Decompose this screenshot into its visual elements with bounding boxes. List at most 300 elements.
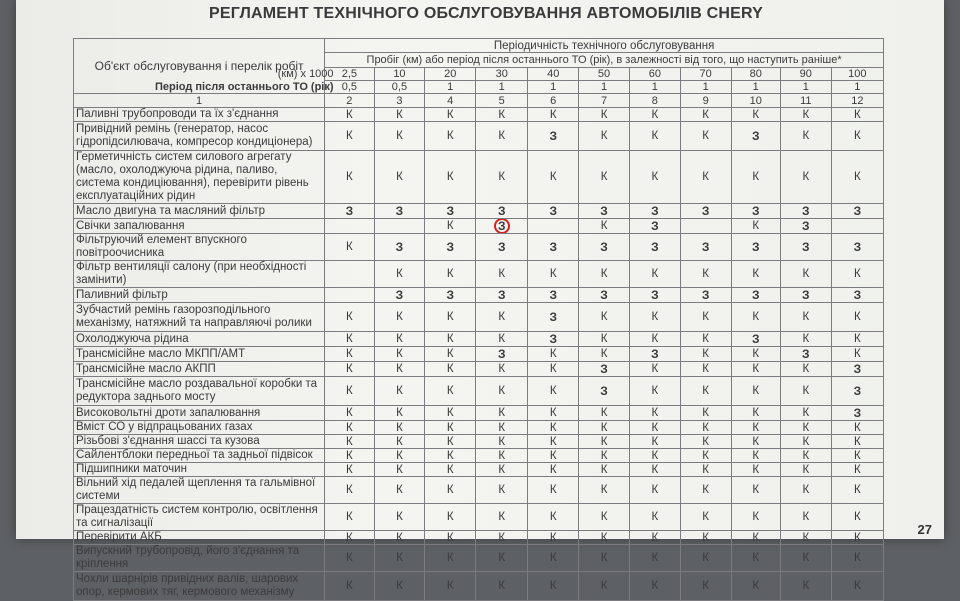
schedule-mark: К bbox=[549, 580, 557, 592]
schedule-cell bbox=[528, 234, 579, 261]
schedule-mark: З bbox=[651, 240, 659, 254]
schedule-mark: З bbox=[701, 288, 710, 302]
schedule-mark: К bbox=[396, 511, 403, 523]
table-row bbox=[74, 219, 884, 234]
schedule-mark: К bbox=[651, 463, 659, 476]
schedule-mark: К bbox=[396, 484, 403, 496]
schedule-mark: К bbox=[549, 407, 557, 419]
schedule-cell bbox=[629, 572, 680, 601]
schedule-mark: К bbox=[752, 435, 760, 448]
schedule-mark: К bbox=[854, 435, 861, 448]
schedule-mark: К bbox=[854, 171, 861, 183]
schedule-cell bbox=[425, 204, 476, 219]
schedule-mark: К bbox=[752, 531, 760, 544]
year-value: 1 bbox=[629, 81, 680, 94]
table-row bbox=[74, 288, 884, 303]
schedule-mark: К bbox=[446, 220, 454, 232]
km-label: (км) х 1000 bbox=[277, 68, 334, 80]
schedule-mark: К bbox=[446, 268, 454, 280]
schedule-cell bbox=[528, 531, 579, 545]
schedule-cell bbox=[325, 108, 374, 122]
schedule-cell bbox=[374, 332, 425, 347]
schedule-mark: К bbox=[396, 552, 403, 564]
schedule-cell bbox=[680, 332, 731, 347]
schedule-mark: К bbox=[854, 348, 861, 360]
schedule-cell bbox=[528, 504, 579, 531]
schedule-cell bbox=[731, 449, 780, 463]
km-value: 90 bbox=[780, 68, 831, 81]
schedule-cell bbox=[831, 504, 883, 531]
schedule-mark: К bbox=[752, 220, 760, 232]
schedule-cell bbox=[731, 347, 780, 362]
schedule-cell bbox=[425, 332, 476, 347]
schedule-mark: З bbox=[497, 204, 506, 218]
schedule-mark: К bbox=[346, 108, 353, 121]
column-number: 2 bbox=[325, 94, 374, 108]
schedule-cell bbox=[780, 261, 831, 288]
schedule-cell bbox=[831, 108, 883, 122]
schedule-mark: К bbox=[702, 580, 709, 592]
year-value: 0,5 bbox=[374, 81, 425, 94]
schedule-cell bbox=[325, 406, 374, 421]
schedule-cell bbox=[476, 545, 528, 572]
schedule-cell bbox=[731, 504, 780, 531]
schedule-mark: К bbox=[854, 484, 861, 496]
schedule-mark: З bbox=[802, 219, 810, 233]
schedule-mark: К bbox=[752, 463, 760, 476]
schedule-mark: К bbox=[651, 407, 659, 419]
schedule-cell bbox=[579, 435, 630, 449]
schedule-cell bbox=[831, 219, 883, 234]
schedule-cell bbox=[680, 122, 731, 151]
schedule-cell bbox=[629, 531, 680, 545]
schedule-mark: К bbox=[396, 449, 403, 462]
schedule-cell bbox=[528, 332, 579, 347]
year-value: 1 bbox=[680, 81, 731, 94]
schedule-mark: З bbox=[497, 288, 506, 302]
schedule-cell bbox=[629, 347, 680, 362]
work-item-name: Чохли шарнірів привідних валів, шарових опор, кермових тяг, кермового механізму bbox=[74, 572, 325, 601]
schedule-cell bbox=[579, 406, 630, 421]
schedule-mark: З bbox=[853, 362, 862, 376]
schedule-mark: К bbox=[802, 580, 810, 592]
schedule-mark: К bbox=[651, 108, 659, 121]
schedule-mark: К bbox=[802, 385, 810, 397]
table-row bbox=[74, 377, 884, 406]
schedule-cell bbox=[579, 151, 630, 204]
schedule-mark: К bbox=[752, 407, 760, 419]
schedule-mark: К bbox=[549, 552, 557, 564]
schedule-cell bbox=[780, 477, 831, 504]
schedule-cell bbox=[731, 204, 780, 219]
schedule-cell bbox=[579, 421, 630, 435]
schedule-mark: К bbox=[549, 268, 557, 280]
schedule-cell bbox=[780, 362, 831, 377]
schedule-cell bbox=[629, 332, 680, 347]
column-number: 12 bbox=[831, 94, 883, 108]
schedule-mark: К bbox=[600, 220, 608, 232]
schedule-cell bbox=[579, 219, 630, 234]
schedule-mark: К bbox=[600, 484, 608, 496]
schedule-cell bbox=[780, 435, 831, 449]
schedule-cell bbox=[374, 219, 425, 234]
schedule-mark: К bbox=[702, 552, 709, 564]
schedule-mark: К bbox=[446, 580, 454, 592]
schedule-cell bbox=[731, 234, 780, 261]
schedule-mark: К bbox=[346, 511, 353, 523]
schedule-mark: З bbox=[549, 204, 557, 218]
schedule-mark: К bbox=[498, 171, 506, 183]
schedule-mark: К bbox=[498, 449, 506, 462]
work-item-name: Трансмісійне масло МКПП/АМТ bbox=[74, 347, 325, 362]
schedule-cell bbox=[528, 572, 579, 601]
column-number: 10 bbox=[731, 94, 780, 108]
schedule-mark: К bbox=[651, 484, 659, 496]
schedule-mark: К bbox=[600, 108, 608, 121]
work-item-name: Різьбові з'єднання шассі та кузова bbox=[74, 435, 325, 449]
schedule-mark: К bbox=[549, 363, 557, 375]
table-body bbox=[74, 108, 884, 601]
page-number: 27 bbox=[917, 522, 932, 537]
schedule-cell bbox=[731, 362, 780, 377]
schedule-cell bbox=[629, 234, 680, 261]
schedule-cell bbox=[629, 219, 680, 234]
schedule-cell bbox=[731, 531, 780, 545]
schedule-mark: К bbox=[549, 531, 557, 544]
work-item-name: Високовольтні дроти запалювання bbox=[74, 406, 325, 421]
table-row bbox=[74, 449, 884, 463]
schedule-cell bbox=[831, 288, 883, 303]
schedule-cell bbox=[425, 463, 476, 477]
schedule-cell bbox=[476, 463, 528, 477]
schedule-mark: К bbox=[446, 407, 454, 419]
schedule-cell bbox=[528, 219, 579, 234]
schedule-cell bbox=[629, 545, 680, 572]
schedule-cell bbox=[680, 234, 731, 261]
schedule-cell bbox=[731, 463, 780, 477]
work-item-name: Привідний ремінь (генератор, насос гідропідсилювача, компресор кондиціонера) bbox=[74, 122, 325, 151]
schedule-mark: К bbox=[446, 348, 454, 360]
schedule-cell bbox=[831, 377, 883, 406]
schedule-mark: З bbox=[802, 240, 810, 254]
schedule-cell bbox=[325, 531, 374, 545]
schedule-mark: К bbox=[396, 580, 403, 592]
column-number: 5 bbox=[476, 94, 528, 108]
table-row bbox=[74, 347, 884, 362]
schedule-cell bbox=[780, 151, 831, 204]
column-number: 8 bbox=[629, 94, 680, 108]
schedule-cell bbox=[325, 303, 374, 332]
km-first-cell bbox=[277, 68, 374, 81]
schedule-cell bbox=[325, 151, 374, 204]
document-title: РЕГЛАМЕНТ ТЕХНІЧНОГО ОБСЛУГОВУВАННЯ АВТОМОБІЛІВ CHERY bbox=[208, 5, 764, 22]
schedule-mark: К bbox=[549, 484, 557, 496]
schedule-cell bbox=[780, 463, 831, 477]
schedule-cell bbox=[425, 234, 476, 261]
schedule-cell bbox=[731, 435, 780, 449]
schedule-mark: К bbox=[854, 268, 861, 280]
work-item-name: Перевірити АКБ bbox=[74, 531, 325, 545]
schedule-cell bbox=[425, 435, 476, 449]
column-number: 1 bbox=[74, 94, 325, 108]
schedule-mark: К bbox=[651, 311, 659, 323]
schedule-mark: К bbox=[702, 449, 709, 462]
schedule-mark: К bbox=[854, 130, 861, 142]
schedule-cell bbox=[579, 449, 630, 463]
schedule-mark: К bbox=[802, 552, 810, 564]
schedule-mark: К bbox=[752, 511, 760, 523]
schedule-mark: К bbox=[446, 552, 454, 564]
schedule-mark: К bbox=[498, 580, 506, 592]
column-number: 11 bbox=[780, 94, 831, 108]
schedule-mark: К bbox=[854, 552, 861, 564]
schedule-cell bbox=[374, 435, 425, 449]
schedule-mark: К bbox=[600, 171, 608, 183]
schedule-mark: З bbox=[600, 288, 608, 302]
schedule-cell bbox=[325, 504, 374, 531]
schedule-mark: К bbox=[346, 463, 353, 476]
schedule-cell bbox=[325, 234, 374, 261]
schedule-cell bbox=[425, 504, 476, 531]
schedule-mark: К bbox=[752, 363, 760, 375]
schedule-mark: К bbox=[702, 311, 709, 323]
schedule-cell bbox=[476, 504, 528, 531]
schedule-cell bbox=[680, 288, 731, 303]
schedule-cell bbox=[831, 362, 883, 377]
schedule-mark: К bbox=[854, 333, 861, 345]
schedule-mark: К bbox=[651, 511, 659, 523]
schedule-cell bbox=[425, 406, 476, 421]
schedule-mark: К bbox=[600, 531, 608, 544]
schedule-mark: К bbox=[752, 348, 760, 360]
schedule-mark: З bbox=[701, 240, 710, 254]
schedule-cell bbox=[374, 347, 425, 362]
schedule-cell bbox=[579, 362, 630, 377]
table-row bbox=[74, 122, 884, 151]
schedule-cell bbox=[731, 303, 780, 332]
schedule-cell bbox=[579, 347, 630, 362]
schedule-cell bbox=[425, 362, 476, 377]
schedule-cell bbox=[425, 151, 476, 204]
schedule-mark: К bbox=[651, 531, 659, 544]
schedule-cell bbox=[579, 108, 630, 122]
schedule-mark: К bbox=[396, 463, 403, 476]
work-item-name: Масло двигуна та масляний фільтр bbox=[74, 204, 325, 219]
schedule-cell bbox=[325, 288, 374, 303]
schedule-mark: К bbox=[802, 463, 810, 476]
schedule-cell bbox=[325, 435, 374, 449]
schedule-cell bbox=[831, 332, 883, 347]
schedule-mark: К bbox=[396, 385, 403, 397]
schedule-cell bbox=[374, 504, 425, 531]
column-number: 3 bbox=[374, 94, 425, 108]
periodicity-header: Періодичність технічного обслуговування bbox=[325, 39, 884, 53]
schedule-cell bbox=[629, 303, 680, 332]
schedule-mark: К bbox=[752, 421, 760, 434]
schedule-mark: К bbox=[549, 463, 557, 476]
schedule-cell bbox=[680, 531, 731, 545]
schedule-cell bbox=[780, 347, 831, 362]
schedule-cell bbox=[780, 421, 831, 435]
schedule-cell bbox=[374, 234, 425, 261]
schedule-mark: З bbox=[853, 204, 862, 218]
schedule-mark: К bbox=[498, 511, 506, 523]
schedule-mark: К bbox=[346, 171, 353, 183]
schedule-mark: К bbox=[600, 333, 608, 345]
schedule-mark: К bbox=[752, 552, 760, 564]
schedule-cell bbox=[425, 261, 476, 288]
table-row bbox=[74, 421, 884, 435]
schedule-mark: З bbox=[751, 240, 760, 254]
schedule-cell bbox=[780, 234, 831, 261]
schedule-cell bbox=[425, 108, 476, 122]
schedule-mark: К bbox=[396, 435, 403, 448]
schedule-mark: К bbox=[346, 580, 353, 592]
schedule-cell bbox=[831, 406, 883, 421]
schedule-mark: К bbox=[346, 363, 353, 375]
year-value: 0,5 bbox=[341, 81, 357, 93]
schedule-mark: К bbox=[854, 449, 861, 462]
schedule-mark: К bbox=[346, 385, 353, 397]
schedule-mark: К bbox=[651, 552, 659, 564]
schedule-cell bbox=[425, 347, 476, 362]
work-item-name: Свічки запалювання bbox=[74, 219, 325, 234]
schedule-cell bbox=[731, 477, 780, 504]
schedule-cell bbox=[425, 288, 476, 303]
schedule-cell bbox=[680, 545, 731, 572]
schedule-cell bbox=[374, 151, 425, 204]
schedule-cell bbox=[680, 261, 731, 288]
schedule-mark: К bbox=[854, 108, 861, 121]
schedule-mark: З bbox=[395, 240, 404, 254]
schedule-cell bbox=[680, 463, 731, 477]
schedule-cell bbox=[425, 477, 476, 504]
schedule-cell bbox=[831, 421, 883, 435]
year-value: 1 bbox=[579, 81, 630, 94]
schedule-mark: К bbox=[802, 171, 810, 183]
schedule-cell bbox=[425, 377, 476, 406]
schedule-cell bbox=[425, 545, 476, 572]
schedule-cell bbox=[528, 449, 579, 463]
schedule-mark: К bbox=[346, 311, 353, 323]
schedule-mark: К bbox=[498, 268, 506, 280]
schedule-mark: К bbox=[549, 171, 557, 183]
schedule-cell bbox=[731, 288, 780, 303]
schedule-cell bbox=[476, 219, 528, 234]
schedule-cell bbox=[731, 406, 780, 421]
schedule-cell bbox=[831, 122, 883, 151]
year-first-cell bbox=[155, 81, 374, 94]
schedule-mark: З bbox=[651, 288, 659, 302]
schedule-cell bbox=[579, 504, 630, 531]
schedule-mark: К bbox=[702, 484, 709, 496]
schedule-cell bbox=[831, 477, 883, 504]
schedule-cell bbox=[374, 288, 425, 303]
schedule-cell bbox=[831, 545, 883, 572]
schedule-mark: З bbox=[395, 204, 404, 218]
schedule-cell bbox=[476, 377, 528, 406]
column-number: 7 bbox=[579, 94, 630, 108]
schedule-cell bbox=[579, 463, 630, 477]
km-value: 70 bbox=[680, 68, 731, 81]
schedule-cell bbox=[374, 204, 425, 219]
schedule-cell bbox=[325, 219, 374, 234]
table-row bbox=[74, 406, 884, 421]
schedule-cell bbox=[325, 449, 374, 463]
schedule-cell bbox=[780, 572, 831, 601]
schedule-mark: К bbox=[396, 108, 403, 121]
table-row bbox=[74, 362, 884, 377]
schedule-mark: К bbox=[702, 348, 709, 360]
schedule-mark: К bbox=[498, 421, 506, 434]
schedule-cell bbox=[579, 545, 630, 572]
schedule-cell bbox=[731, 261, 780, 288]
schedule-cell bbox=[476, 108, 528, 122]
schedule-mark: К bbox=[498, 333, 506, 345]
schedule-mark: К bbox=[702, 531, 709, 544]
document-page bbox=[16, 0, 944, 598]
schedule-cell bbox=[476, 572, 528, 601]
schedule-cell bbox=[476, 234, 528, 261]
schedule-mark: К bbox=[600, 130, 608, 142]
year-value: 1 bbox=[425, 81, 476, 94]
schedule-mark: К bbox=[702, 333, 709, 345]
schedule-cell bbox=[831, 435, 883, 449]
schedule-mark: К bbox=[802, 531, 810, 544]
column-number: 4 bbox=[425, 94, 476, 108]
schedule-mark: К bbox=[498, 484, 506, 496]
schedule-cell bbox=[579, 261, 630, 288]
schedule-mark: З bbox=[853, 240, 862, 254]
schedule-mark: К bbox=[549, 511, 557, 523]
schedule-cell bbox=[780, 219, 831, 234]
schedule-mark: К bbox=[446, 385, 454, 397]
year-value: 1 bbox=[731, 81, 780, 94]
schedule-cell bbox=[579, 303, 630, 332]
schedule-cell bbox=[731, 122, 780, 151]
schedule-mark: К bbox=[854, 311, 861, 323]
schedule-mark: З bbox=[446, 240, 454, 254]
schedule-cell bbox=[476, 449, 528, 463]
schedule-mark: К bbox=[702, 385, 709, 397]
schedule-cell bbox=[425, 531, 476, 545]
schedule-mark: З bbox=[853, 384, 862, 398]
schedule-mark: К bbox=[446, 130, 454, 142]
schedule-cell bbox=[325, 421, 374, 435]
schedule-mark: К bbox=[702, 130, 709, 142]
schedule-cell bbox=[680, 151, 731, 204]
schedule-cell bbox=[374, 545, 425, 572]
work-item-name: Трансмісійне масло АКПП bbox=[74, 362, 325, 377]
schedule-cell bbox=[780, 531, 831, 545]
schedule-mark: К bbox=[346, 531, 353, 544]
schedule-cell bbox=[425, 219, 476, 234]
schedule-mark: К bbox=[396, 348, 403, 360]
schedule-mark: К bbox=[651, 171, 659, 183]
schedule-cell bbox=[780, 288, 831, 303]
schedule-cell bbox=[528, 421, 579, 435]
schedule-cell bbox=[831, 151, 883, 204]
schedule-cell bbox=[780, 449, 831, 463]
km-value: 2,5 bbox=[341, 68, 357, 80]
schedule-mark: К bbox=[396, 130, 403, 142]
schedule-mark: К bbox=[702, 171, 709, 183]
schedule-cell bbox=[374, 406, 425, 421]
schedule-mark: К bbox=[446, 108, 454, 121]
schedule-mark: К bbox=[446, 421, 454, 434]
schedule-cell bbox=[831, 204, 883, 219]
schedule-mark: К bbox=[600, 268, 608, 280]
